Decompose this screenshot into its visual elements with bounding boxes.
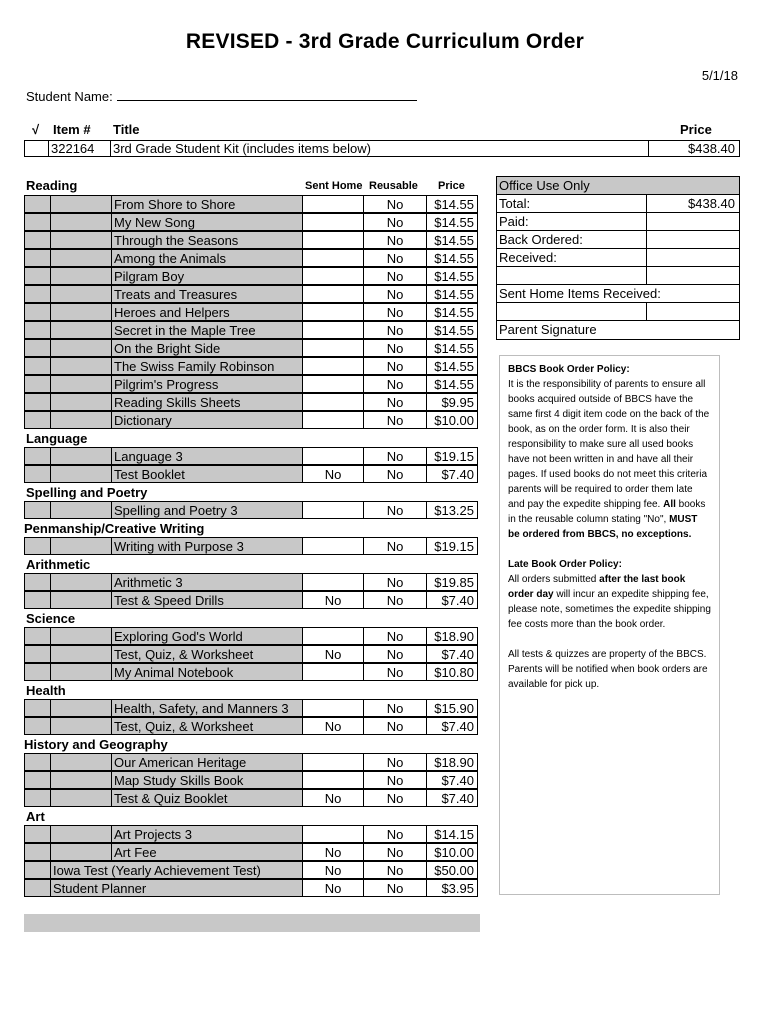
row-reusable: No	[363, 231, 427, 249]
student-name-label: Student Name:	[26, 89, 113, 104]
section-penmanship: Penmanship/Creative Writing	[24, 521, 205, 536]
row-reusable: No	[363, 771, 427, 789]
row-item-cell[interactable]	[50, 825, 112, 843]
check-column-header: √	[32, 122, 40, 137]
policy-heading: BBCS Book Order Policy:	[508, 364, 630, 375]
row-title: My New Song	[111, 213, 303, 231]
table-row	[24, 303, 480, 321]
row-price: $7.40	[426, 771, 478, 789]
row-check-cell[interactable]	[24, 771, 51, 789]
section-arithmetic: Arithmetic	[26, 557, 91, 572]
row-check-cell[interactable]	[24, 195, 51, 213]
row-price: $14.55	[426, 249, 478, 267]
row-check-cell[interactable]	[24, 789, 51, 807]
row-check-cell[interactable]	[24, 285, 51, 303]
row-check-cell[interactable]	[24, 375, 51, 393]
table-row	[24, 249, 480, 267]
row-reusable: No	[363, 501, 427, 519]
row-price: $14.15	[426, 825, 478, 843]
table-row	[24, 357, 480, 375]
row-item-cell[interactable]	[50, 591, 112, 609]
table-row	[24, 789, 480, 807]
row-check-cell[interactable]	[24, 447, 51, 465]
row-item-cell[interactable]	[50, 303, 112, 321]
row-sent-home: No	[302, 717, 364, 735]
table-row	[24, 699, 480, 717]
row-title: Spelling and Poetry 3	[111, 501, 303, 519]
row-item-cell[interactable]	[50, 699, 112, 717]
table-row	[24, 537, 480, 555]
table-row	[24, 663, 480, 681]
row-title: Through the Seasons	[111, 231, 303, 249]
table-row	[24, 861, 480, 879]
policy-paragraph-2	[508, 572, 711, 632]
row-reusable: No	[363, 411, 427, 429]
late-policy-heading: Late Book Order Policy:	[508, 559, 622, 570]
row-title: Test Booklet	[111, 465, 303, 483]
row-item-cell[interactable]	[50, 843, 112, 861]
row-title: Test, Quiz, & Worksheet	[111, 717, 303, 735]
row-check-cell[interactable]	[24, 357, 51, 375]
office-use-heading: Office Use Only	[499, 178, 590, 193]
row-title: Language 3	[111, 447, 303, 465]
row-price: $14.55	[426, 285, 478, 303]
row-reusable: No	[363, 825, 427, 843]
row-price: $9.95	[426, 393, 478, 411]
row-item-cell[interactable]	[50, 753, 112, 771]
row-check-cell[interactable]	[24, 879, 51, 897]
row-reusable: No	[363, 249, 427, 267]
kit-price: $438.40	[688, 141, 735, 156]
row-reusable: No	[363, 195, 427, 213]
item-column-header: Item #	[53, 122, 91, 137]
row-title: Exploring God's World	[111, 627, 303, 645]
policy-emphasis: after the last book order day	[508, 574, 686, 600]
section-history-geography: History and Geography	[24, 737, 168, 752]
table-row	[24, 627, 480, 645]
table-row	[24, 375, 480, 393]
row-check-cell[interactable]	[24, 573, 51, 591]
student-name-field[interactable]	[26, 88, 417, 104]
row-check-cell[interactable]	[24, 213, 51, 231]
row-item-cell[interactable]	[50, 285, 112, 303]
row-title: Pilgrim's Progress	[111, 375, 303, 393]
row-check-cell[interactable]	[24, 303, 51, 321]
table-row	[24, 843, 480, 861]
row-reusable: No	[363, 393, 427, 411]
kit-row	[24, 140, 740, 157]
row-price: $3.95	[426, 879, 478, 897]
row-title: Our American Heritage	[111, 753, 303, 771]
row-sent-home	[302, 537, 364, 555]
office-received-label: Received:	[497, 249, 647, 266]
section-science: Science	[26, 611, 76, 626]
row-sent-home	[302, 267, 364, 285]
row-title: Iowa Test (Yearly Achievement Test)	[50, 861, 303, 879]
row-title: Health, Safety, and Manners 3	[111, 699, 303, 717]
row-title: Test & Speed Drills	[111, 591, 303, 609]
table-row	[24, 411, 480, 429]
table-row	[24, 573, 480, 591]
row-item-cell[interactable]	[50, 627, 112, 645]
table-row	[24, 645, 480, 663]
row-item-cell[interactable]	[50, 321, 112, 339]
row-check-cell[interactable]	[24, 537, 51, 555]
row-title: On the Bright Side	[111, 339, 303, 357]
row-price: $14.55	[426, 213, 478, 231]
office-received-value[interactable]	[647, 249, 739, 266]
row-item-cell[interactable]	[50, 465, 112, 483]
row-price: $7.40	[426, 789, 478, 807]
table-row	[24, 213, 480, 231]
row-reusable: No	[363, 753, 427, 771]
row-title: Secret in the Maple Tree	[111, 321, 303, 339]
table-row	[24, 195, 480, 213]
row-sent-home	[302, 231, 364, 249]
row-title: The Swiss Family Robinson	[111, 357, 303, 375]
row-sent-home: No	[302, 591, 364, 609]
row-sent-home	[302, 447, 364, 465]
kit-title: 3rd Grade Student Kit (includes items below)	[111, 141, 649, 156]
row-item-cell[interactable]	[50, 663, 112, 681]
section-spelling-poetry: Spelling and Poetry	[26, 485, 148, 500]
row-reusable: No	[363, 375, 427, 393]
row-item-cell[interactable]	[50, 771, 112, 789]
row-reusable: No	[363, 357, 427, 375]
row-reusable: No	[363, 213, 427, 231]
row-reusable: No	[363, 465, 427, 483]
row-check-cell[interactable]	[24, 231, 51, 249]
row-item-cell[interactable]	[50, 249, 112, 267]
row-sent-home	[302, 303, 364, 321]
row-reusable: No	[363, 663, 427, 681]
row-price: $7.40	[426, 591, 478, 609]
row-reusable: No	[363, 699, 427, 717]
row-reusable: No	[363, 789, 427, 807]
policy-paragraph-1	[508, 377, 711, 542]
row-sent-home	[302, 393, 364, 411]
policy-emphasis: All	[663, 499, 676, 510]
row-title: Test & Quiz Booklet	[111, 789, 303, 807]
table-row	[24, 825, 480, 843]
table-row	[24, 753, 480, 771]
row-price: $14.55	[426, 339, 478, 357]
section-reading: Reading	[26, 178, 78, 193]
row-item-cell[interactable]	[50, 411, 112, 429]
row-title: Heroes and Helpers	[111, 303, 303, 321]
row-price: $14.55	[426, 267, 478, 285]
table-row	[24, 591, 480, 609]
row-item-cell[interactable]	[50, 789, 112, 807]
page-title: REVISED - 3rd Grade Curriculum Order	[185, 30, 585, 53]
row-price: $14.55	[426, 231, 478, 249]
office-back-ordered-value[interactable]	[647, 231, 739, 248]
price-subcolumn-header: Price	[438, 180, 465, 192]
policy-paragraph-4: Parents will be notified when book orders are available for pick up.	[508, 664, 708, 690]
row-sent-home: No	[302, 645, 364, 663]
row-sent-home	[302, 699, 364, 717]
row-check-cell[interactable]	[24, 501, 51, 519]
row-price: $19.15	[426, 537, 478, 555]
row-sent-home: No	[302, 861, 364, 879]
row-check-cell[interactable]	[24, 645, 51, 663]
row-title: Dictionary	[111, 411, 303, 429]
policy-text: books in the reusable column stating "No",	[508, 499, 706, 525]
office-use-box	[496, 176, 740, 340]
policy-paragraph-3: All tests & quizzes are property of the BBCS.	[508, 649, 707, 660]
row-sent-home	[302, 573, 364, 591]
row-item-cell[interactable]	[50, 339, 112, 357]
row-title: Treats and Treasures	[111, 285, 303, 303]
sent-home-column-header: Sent Home	[305, 180, 363, 192]
row-reusable: No	[363, 843, 427, 861]
row-sent-home	[302, 771, 364, 789]
row-sent-home	[302, 825, 364, 843]
row-reusable: No	[363, 303, 427, 321]
row-price: $19.85	[426, 573, 478, 591]
row-check-cell[interactable]	[24, 411, 51, 429]
table-row	[24, 267, 480, 285]
row-item-cell[interactable]	[50, 375, 112, 393]
row-price: $10.00	[426, 411, 478, 429]
policy-emphasis: MUST be ordered from BBCS, no exceptions.	[508, 514, 698, 540]
policy-text: All orders submitted	[508, 574, 600, 585]
row-price: $14.55	[426, 357, 478, 375]
policy-box	[499, 355, 720, 895]
row-title: Writing with Purpose 3	[111, 537, 303, 555]
office-total-value: $438.40	[688, 196, 735, 211]
row-price: $18.90	[426, 753, 478, 771]
row-reusable: No	[363, 339, 427, 357]
row-item-cell[interactable]	[50, 537, 112, 555]
row-item-cell[interactable]	[50, 357, 112, 375]
row-check-cell[interactable]	[24, 591, 51, 609]
row-title: Among the Animals	[111, 249, 303, 267]
table-row	[24, 771, 480, 789]
table-row	[24, 717, 480, 735]
table-row	[24, 285, 480, 303]
row-price: $7.40	[426, 465, 478, 483]
row-price: $14.55	[426, 375, 478, 393]
row-check-cell[interactable]	[24, 249, 51, 267]
row-sent-home	[302, 501, 364, 519]
row-check-cell[interactable]	[24, 699, 51, 717]
row-price: $14.55	[426, 321, 478, 339]
row-title: Art Fee	[111, 843, 303, 861]
row-reusable: No	[363, 573, 427, 591]
reusable-column-header: Reusable	[369, 180, 418, 192]
table-row	[24, 393, 480, 411]
row-reusable: No	[363, 591, 427, 609]
row-item-cell[interactable]	[50, 447, 112, 465]
row-sent-home	[302, 339, 364, 357]
table-row	[24, 501, 480, 519]
kit-item-number: 322164	[49, 141, 111, 156]
row-check-cell[interactable]	[24, 627, 51, 645]
row-check-cell[interactable]	[24, 465, 51, 483]
row-title: My Animal Notebook	[111, 663, 303, 681]
row-title: From Shore to Shore	[111, 195, 303, 213]
kit-check-cell[interactable]	[25, 141, 49, 156]
row-reusable: No	[363, 447, 427, 465]
row-reusable: No	[363, 627, 427, 645]
price-column-header: Price	[680, 122, 712, 137]
row-price: $7.40	[426, 645, 478, 663]
row-check-cell[interactable]	[24, 753, 51, 771]
row-check-cell[interactable]	[24, 339, 51, 357]
row-reusable: No	[363, 537, 427, 555]
row-reusable: No	[363, 717, 427, 735]
row-sent-home	[302, 375, 364, 393]
row-price: $10.00	[426, 843, 478, 861]
row-item-cell[interactable]	[50, 231, 112, 249]
row-price: $13.25	[426, 501, 478, 519]
row-sent-home	[302, 321, 364, 339]
row-check-cell[interactable]	[24, 861, 51, 879]
row-sent-home	[302, 411, 364, 429]
office-paid-label: Paid:	[497, 213, 647, 230]
row-price: $7.40	[426, 717, 478, 735]
policy-text: will incur an expedite shipping fee, please note, sometimes the expedite shipping fee costs more than the book order.	[508, 589, 711, 630]
row-sent-home	[302, 285, 364, 303]
row-item-cell[interactable]	[50, 213, 112, 231]
row-price: $14.55	[426, 195, 478, 213]
row-sent-home	[302, 753, 364, 771]
row-price: $19.15	[426, 447, 478, 465]
row-price: $18.90	[426, 627, 478, 645]
row-sent-home: No	[302, 465, 364, 483]
office-sent-home-received-field[interactable]	[497, 303, 647, 320]
row-reusable: No	[363, 321, 427, 339]
section-health: Health	[26, 683, 66, 698]
row-item-cell[interactable]	[50, 267, 112, 285]
order-date: 5/1/18	[701, 68, 738, 83]
row-reusable: No	[363, 861, 427, 879]
row-check-cell[interactable]	[24, 717, 51, 735]
office-blank-value[interactable]	[647, 267, 739, 284]
row-item-cell[interactable]	[50, 501, 112, 519]
office-total-label: Total:	[497, 195, 647, 212]
row-title: Student Planner	[50, 879, 303, 897]
parent-signature-label: Parent Signature	[499, 322, 597, 337]
row-item-cell[interactable]	[50, 645, 112, 663]
row-sent-home	[302, 663, 364, 681]
row-check-cell[interactable]	[24, 321, 51, 339]
row-sent-home: No	[302, 879, 364, 897]
row-check-cell[interactable]	[24, 663, 51, 681]
table-row	[24, 447, 480, 465]
row-title: Arithmetic 3	[111, 573, 303, 591]
table-row	[24, 339, 480, 357]
table-row	[24, 879, 480, 897]
office-blank-label	[497, 267, 647, 284]
row-title: Art Projects 3	[111, 825, 303, 843]
row-price: $50.00	[426, 861, 478, 879]
row-sent-home	[302, 627, 364, 645]
table-row	[24, 465, 480, 483]
row-sent-home: No	[302, 843, 364, 861]
office-sent-home-received-value[interactable]	[647, 303, 739, 320]
office-sent-home-received-label: Sent Home Items Received:	[499, 286, 661, 301]
row-sent-home	[302, 357, 364, 375]
row-price: $14.55	[426, 303, 478, 321]
row-check-cell[interactable]	[24, 267, 51, 285]
row-item-cell[interactable]	[50, 717, 112, 735]
office-back-ordered-label: Back Ordered:	[497, 231, 647, 248]
title-column-header: Title	[113, 122, 140, 137]
row-title: Reading Skills Sheets	[111, 393, 303, 411]
row-reusable: No	[363, 879, 427, 897]
row-reusable: No	[363, 285, 427, 303]
row-price: $15.90	[426, 699, 478, 717]
row-check-cell[interactable]	[24, 825, 51, 843]
row-check-cell[interactable]	[24, 843, 51, 861]
row-sent-home	[302, 195, 364, 213]
row-reusable: No	[363, 645, 427, 663]
row-item-cell[interactable]	[50, 393, 112, 411]
row-item-cell[interactable]	[50, 195, 112, 213]
office-paid-value[interactable]	[647, 213, 739, 230]
row-title: Test, Quiz, & Worksheet	[111, 645, 303, 663]
row-sent-home: No	[302, 789, 364, 807]
policy-text: It is the responsibility of parents to ensure all books acquired outside of BBCS have the same first 4 digit item code on the back of the book, as on the order form. It is also their responsibility to make sure all used books have not been written in and have all their pages. If used books do not meet this criteria parents will be required to order them late and pay the expedite shipping fee.	[508, 379, 710, 510]
row-check-cell[interactable]	[24, 393, 51, 411]
section-art: Art	[26, 809, 45, 824]
student-name-line	[117, 88, 417, 101]
row-sent-home	[302, 249, 364, 267]
row-title: Map Study Skills Book	[111, 771, 303, 789]
table-row	[24, 231, 480, 249]
row-title: Pilgram Boy	[111, 267, 303, 285]
section-language: Language	[26, 431, 88, 446]
row-reusable: No	[363, 267, 427, 285]
row-sent-home	[302, 213, 364, 231]
footer-bar	[24, 914, 480, 932]
table-row	[24, 321, 480, 339]
row-item-cell[interactable]	[50, 573, 112, 591]
row-price: $10.80	[426, 663, 478, 681]
